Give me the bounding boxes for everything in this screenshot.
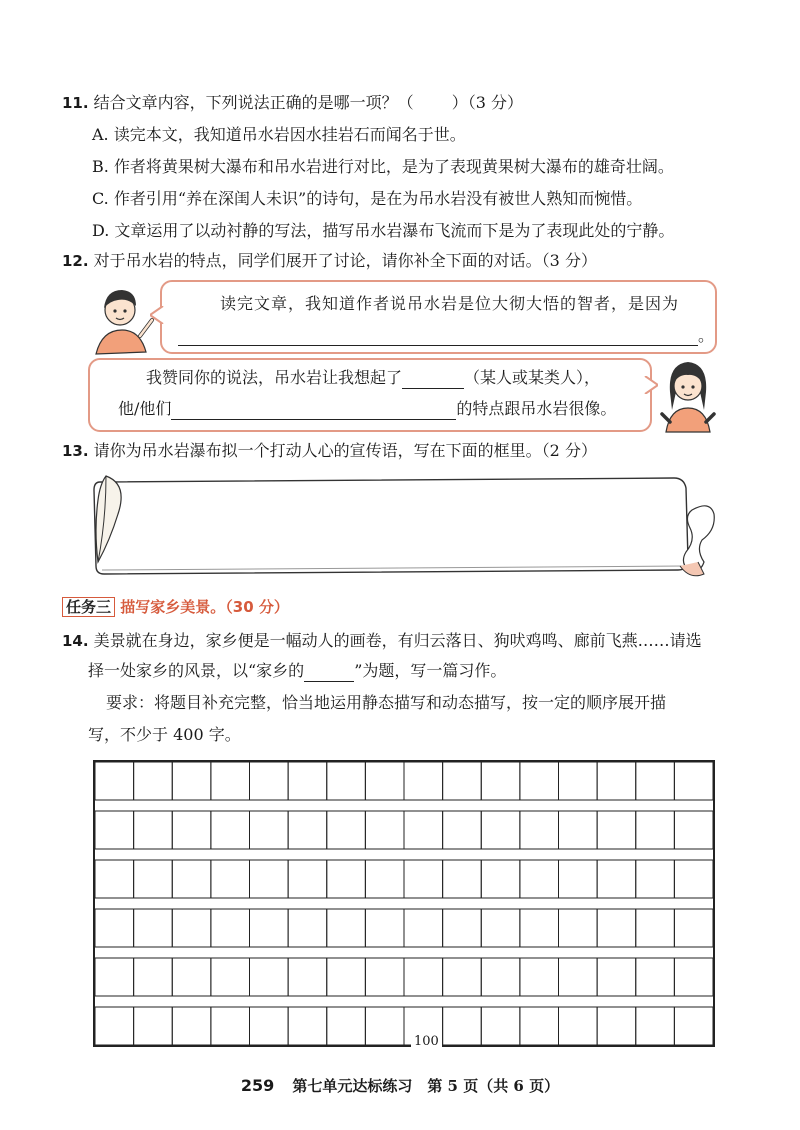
grid-cell [288,909,327,947]
grid-cell [520,958,559,996]
q14-requirement-line2: 写，不少于 400 字。 [88,725,241,744]
q11-stem-text: 结合文章内容，下列说法正确的是哪一项？（ [93,93,414,112]
grid-cell [597,909,636,947]
grid-cell [559,762,598,800]
q13-number: 13. [62,442,89,460]
q13-stem-text: 请你为吊水岩瀑布拟一个打动人心的宣传语，写在下面的框里。（2 分） [93,441,597,460]
grid-cell [327,909,366,947]
composition-grid[interactable] [93,760,715,1047]
grid-cell [443,860,482,898]
grid-cell [674,762,713,800]
task3-heading [62,596,289,617]
grid-cell [172,811,211,849]
q12-number: 12. [62,252,89,270]
grid-cell [211,958,250,996]
grid-cell [674,860,713,898]
grid-cell [288,1007,327,1045]
grid-cell [636,860,675,898]
q11-stem [62,92,523,114]
grid-cell [597,762,636,800]
grid-cell [443,909,482,947]
grid-cell [559,958,598,996]
task3-title: 描写家乡美景。（30 分） [120,598,289,616]
grid-cell [365,958,404,996]
q14-line2-b: ”为题，写一篇习作。 [354,661,507,680]
grid-cell [636,762,675,800]
grid-cell [674,811,713,849]
bubble2-line2-a: 他/他们 [118,399,172,418]
q14-requirement-line1: 要求：将题目补充完整，恰当地运用静态描写和动态描写，按一定的顺序展开描 [106,693,667,712]
bubble2-blank-person[interactable] [402,372,464,389]
q11-option-a: A. 读完本文，我知道吊水岩因水挂岩石而闻名于世。 [92,125,466,144]
composition-grid-svg [93,760,715,1047]
grid-cell [597,1007,636,1045]
grid-outer-border [94,761,714,1046]
grid-cell [327,1007,366,1045]
grid-cell [134,860,173,898]
grid-cell [559,860,598,898]
bubble2-line2-b: 的特点跟吊水岩很像。 [456,399,617,418]
grid-cell [481,811,520,849]
grid-cell [365,1007,404,1045]
grid-cell [211,860,250,898]
q14-line1 [62,630,702,652]
grid-cell [481,909,520,947]
grid-cell [520,860,559,898]
q14-line1-text: 美景就在身边，家乡便是一幅动人的画卷，有归云落日、狗吠鸡鸣、廊前飞燕……请选 [93,631,702,650]
page-number: 259 [240,1076,275,1095]
grid-cell [250,909,289,947]
grid-cell [636,958,675,996]
grid-cell [404,860,443,898]
grid-cell [250,811,289,849]
grid-cell [172,762,211,800]
bubble2-line1-b: （某人或某类人）， [464,368,601,387]
q12-stem [62,250,597,272]
grid-cell [288,811,327,849]
grid-cell [481,762,520,800]
grid-cell [597,860,636,898]
grid-cell [134,958,173,996]
grid-cell [559,811,598,849]
grid-cell [288,958,327,996]
grid-cell [365,762,404,800]
q14-number: 14. [62,632,89,650]
bubble2-blank-trait[interactable] [171,403,456,420]
grid-cell [211,762,250,800]
grid-cell [172,860,211,898]
grid-cell [172,958,211,996]
bubble1-answer-blank[interactable] [178,329,698,346]
grid-cell [520,762,559,800]
grid-cell [674,1007,713,1045]
boy-illustration [88,280,158,358]
grid-cell [365,909,404,947]
q13-stem [62,440,597,462]
footer-text: 第七单元达标练习 第 5 页（共 6 页） [292,1077,560,1095]
q11-number: 11. [62,94,89,112]
grid-cell [327,762,366,800]
grid-cell [288,762,327,800]
grid-cell [327,860,366,898]
speech-bubble-1-tail [150,306,164,324]
grid-cell [250,958,289,996]
grid-cell [404,958,443,996]
grid-cell [95,762,134,800]
grid-cell [327,958,366,996]
grid-cell [327,811,366,849]
grid-cell [443,1007,482,1045]
grid-cell [134,909,173,947]
q14-line2 [88,660,506,682]
grid-cell [288,860,327,898]
grid-cell [597,811,636,849]
page-footer [0,1075,800,1096]
grid-cell [674,909,713,947]
bubble2-line1 [146,367,600,389]
grid-cell [95,909,134,947]
grid-cell [443,811,482,849]
grid-cell [404,762,443,800]
grid-cell [95,958,134,996]
q11-option-b: B. 作者将黄果树大瀑布和吊水岩进行对比，是为了表现黄果树大瀑布的雄奇壮阔。 [92,157,674,176]
grid-cell [559,1007,598,1045]
grid-cell [520,909,559,947]
grid-cell [636,811,675,849]
q11-stem-end: ）（3 分） [451,93,523,112]
grid-word-count-label: 100 [411,1036,442,1048]
grid-cell [404,811,443,849]
grid-cell [481,1007,520,1045]
q12-stem-text: 对于吊水岩的特点，同学们展开了讨论，请你补全下面的对话。（3 分） [93,251,597,270]
bubble2-line2 [118,398,616,420]
q11-option-c: C. 作者引用“养在深闺人未识”的诗句，是在为吊水岩没有被世人熟知而惋惜。 [92,189,643,208]
grid-cell [636,1007,675,1045]
grid-cell [211,1007,250,1045]
grid-cell [636,909,675,947]
grid-cell [250,762,289,800]
grid-cell [481,958,520,996]
grid-cell [559,909,598,947]
bubble1-answer-row [178,323,714,346]
grid-cell [134,811,173,849]
grid-cell [365,860,404,898]
girl-illustration [656,352,720,434]
grid-cell [443,762,482,800]
grid-cell [443,958,482,996]
grid-cell [597,958,636,996]
q14-title-blank[interactable] [304,665,354,682]
grid-cell [211,811,250,849]
grid-cell [211,909,250,947]
bubble1-text: 读完文章，我知道作者说吊水岩是位大彻大悟的智者，是因为 [220,294,680,313]
bubble2-line1-a: 我赞同你的说法，吊水岩让我想起了 [146,368,403,387]
grid-cell [172,909,211,947]
q14-line2-a: 择一处家乡的风景，以“家乡的 [88,661,305,680]
grid-cell [481,860,520,898]
grid-cell [134,762,173,800]
grid-cell [520,1007,559,1045]
task3-tag: 任务三 [62,597,115,617]
grid-cell [172,1007,211,1045]
grid-cell [674,958,713,996]
q11-option-d: D. 文章运用了以动衬静的写法，描写吊水岩瀑布飞流而下是为了表现此处的宁静。 [92,221,675,240]
grid-cell [404,909,443,947]
grid-cell [520,811,559,849]
grid-cell [250,1007,289,1045]
grid-cell [250,860,289,898]
bubble1-end: 。 [698,326,715,345]
grid-cell [95,1007,134,1045]
grid-cell [365,811,404,849]
grid-cell [95,860,134,898]
slogan-answer-frame[interactable] [84,470,724,582]
grid-cell [95,811,134,849]
grid-cell [134,1007,173,1045]
